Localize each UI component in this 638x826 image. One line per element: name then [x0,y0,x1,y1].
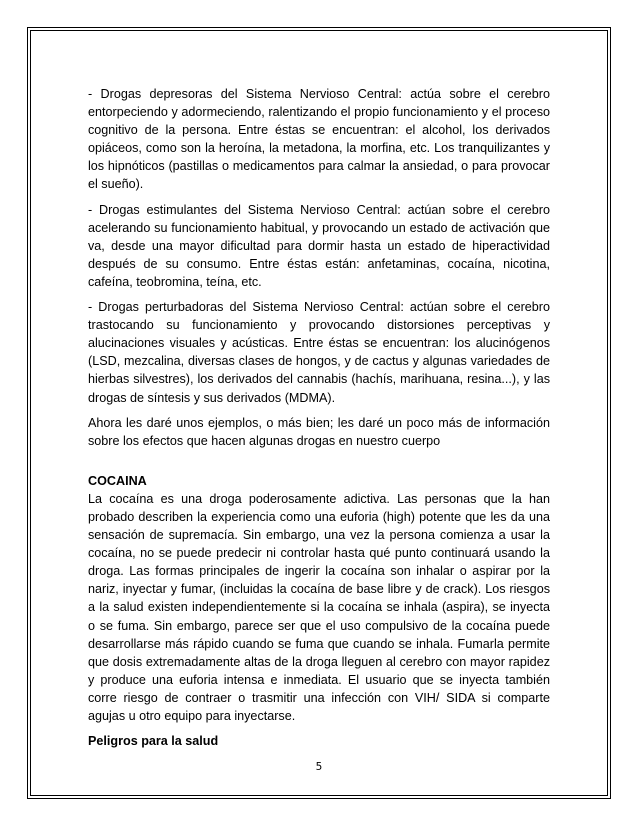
page-number: 5 [315,761,323,773]
paragraph-depresoras: - Drogas depresoras del Sistema Nervioso Central: actúa sobre el cerebro entorpeciendo y adormeciendo, ralentizando el propio funcionamiento y el proceso cognitivo de la persona. Entre éstas se encuentran: el alcohol, los derivados opiáceos, como son la heroína, la metadona, la morfina, etc. Los tranquilizantes y los hipnóticos (pastillas o medicamentos para calmar la ansiedad, o para provocar el sueño). [88,87,550,192]
paragraph-ejemplos: Ahora les daré unos ejemplos, o más bien; les daré un poco más de información sobre los efectos que hacen algunas drogas en nuestro cuerpo [88,415,550,448]
cocaine-heading: COCAINA [88,473,147,488]
page-content [88,85,550,750]
health-risks-heading: Peligros para la salud [88,734,219,749]
paragraph-perturbadoras: - Drogas perturbadoras del Sistema Nervioso Central: actúan sobre el cerebro trastocando su funcionamiento y provocando distorsiones perceptivas y alucinaciones visuales y acústicas. Entre éstas se encuentran: los alucinógenos (LSD, mezcalina, diversas clases de hongos, y de cactus y algunas variedades de hierbas silvestres), los derivados del cannabis (hachís, marihuana, resina...), y las drogas de síntesis y sus derivados (MDMA). [88,300,550,405]
paragraph-estimulantes: - Drogas estimulantes del Sistema Nervioso Central: actúan sobre el cerebro acelerando su funcionamiento habitual, y provocando un estado de activación que va, desde una mayor dificultad para dormir hasta un estado de hiperactividad después de su consumo. Entre éstas están: anfetaminas, cocaína, nicotina, cafeína, teobromina, teína, etc. [88,202,550,289]
cocaine-paragraph: La cocaína es una droga poderosamente adictiva. Las personas que la han probado describen la experiencia como una euforia (high) potente que les da una sensación de supremacía. Sin embargo, una vez la persona comienza a usar la cocaína, no se puede predecir ni controlar hasta qué punto continuará usando la droga. Las formas principales de ingerir la cocaína son inhalar o aspirar por la nariz, inyectar y fumar, (incluidas la cocaína de base libre y de crack). Los riesgos a la salud existen independientemente si la cocaína se inhala (aspira), se inyecta o se fuma. Sin embargo, parece ser que el uso compulsivo de la cocaína puede desarrollarse más rápido cuando se fuma que cuando se inhala. Fumarla permite que dosis extremadamente altas de la droga lleguen al cerebro con mayor rapidez y produce una euforia intensa e inmediata. El usuario que se inyecta también corre riesgo de contraer o trasmitir una infección con VIH/ SIDA si comparte agujas u otro equipo para inyectarse. [88,491,550,723]
